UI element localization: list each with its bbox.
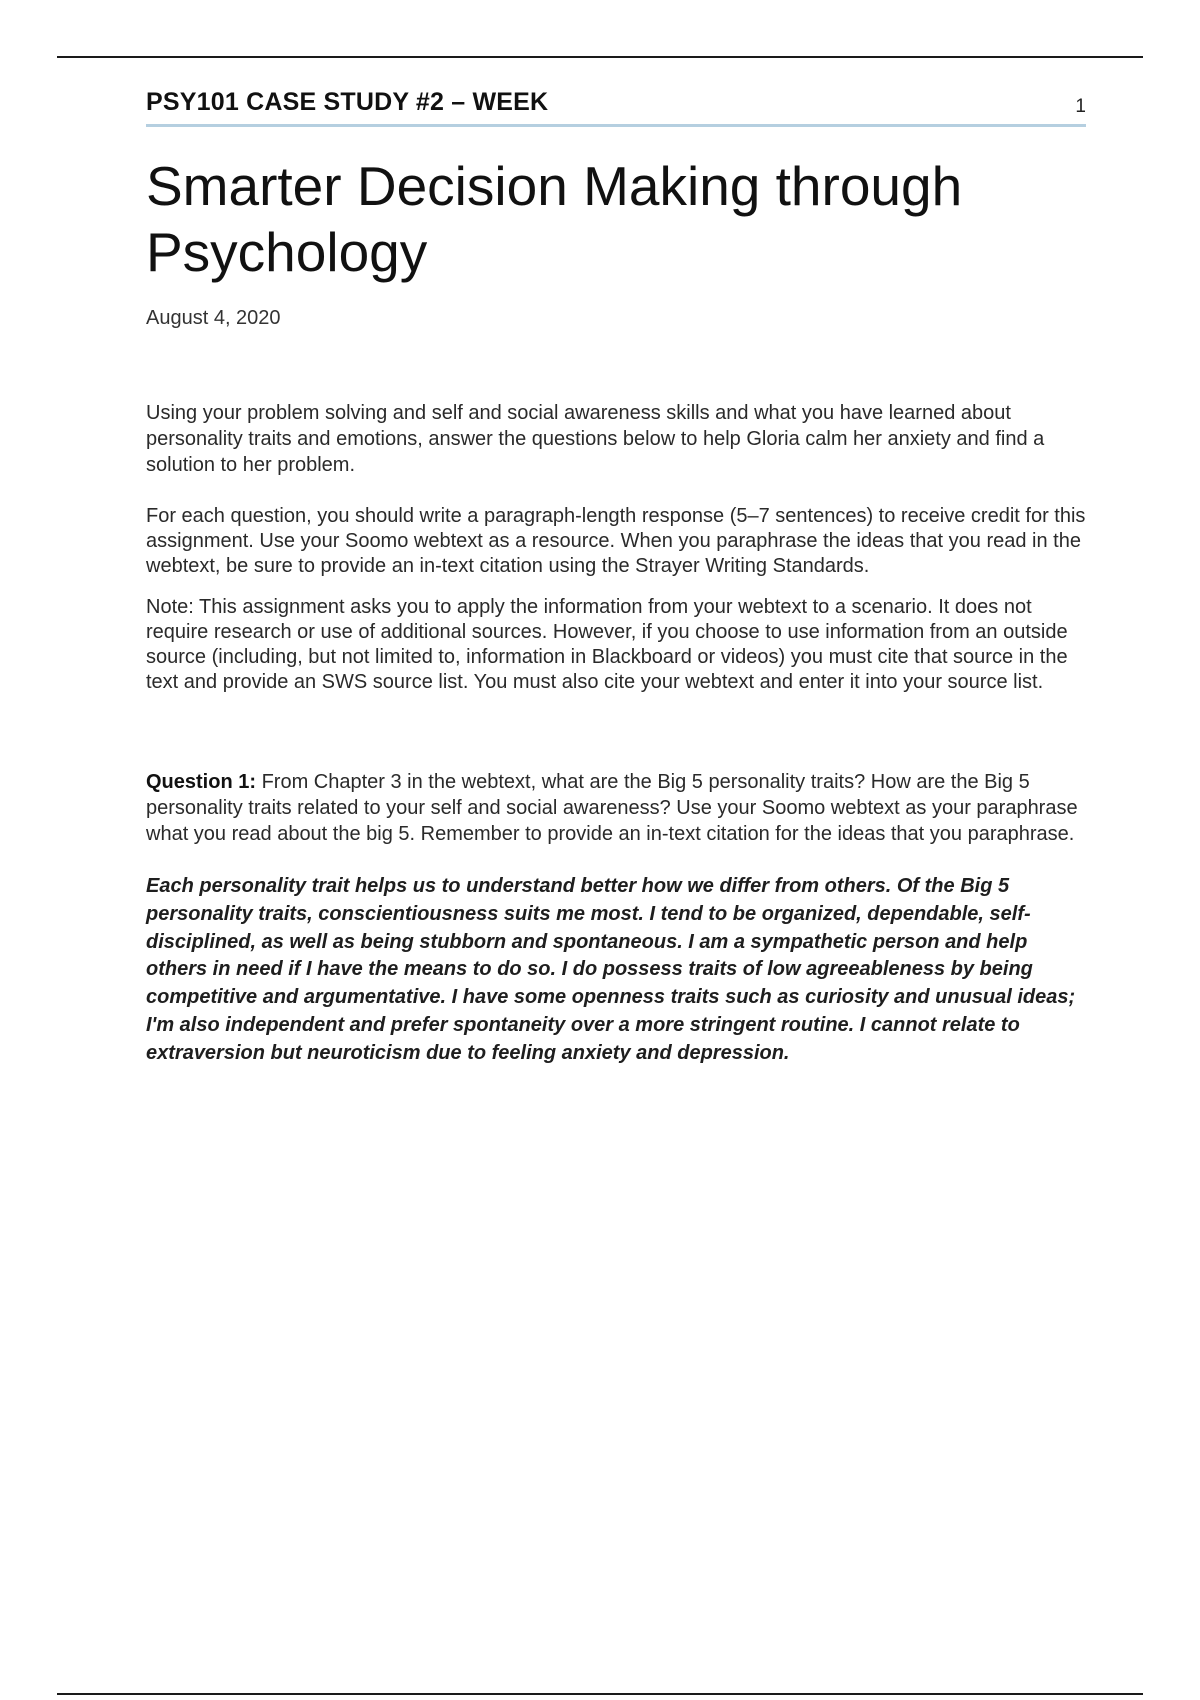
note-paragraph: Note: This assignment asks you to apply the information from your webtext to a scenario. It does not require research or use of additional sources. However, if you choose to use information from an outside source (including, but not limited to, information in Blackboard or videos) you must cite that source in the text and provide an SWS source list. You must also cite your webtext and enter it into your source list. [146, 596, 1068, 693]
page-number: 1 [1075, 96, 1086, 117]
question-1-answer: Each personality trait helps us to understand better how we differ from others. Of the Big 5 personality traits, conscientiousness suits me most. I tend to be organized, dependable, self-disciplined, as well as being stubborn and spontaneous. I am a sympathetic person and help others in need if I have the means to do so. I do possess traits of low agreeableness by being competitive and argumentative. I have some openness traits such as curiosity and unusual ideas; I'm also independent and prefer spontaneity over a more stringent routine. I cannot relate to extraversion but neuroticism due to feeling anxiety and depression. [146, 875, 1076, 1064]
document-page [146, 88, 1086, 1088]
question-1-label: Question 1: [146, 771, 257, 793]
header-title: PSY101 CASE STUDY #2 – WEEK [146, 88, 549, 116]
page-header [146, 88, 1086, 127]
question-1 [146, 769, 1086, 847]
instructions-paragraph: For each question, you should write a paragraph-length response (5–7 sentences) to receive credit for this assignment. Use your Soomo webtext as a resource. When you paraphrase the ideas that you read in the webtext, be sure to provide an in-text citation using the Strayer Writing Standards. [146, 505, 1086, 577]
top-rule [57, 56, 1143, 58]
document-date: August 4, 2020 [146, 307, 281, 329]
document-title-line-2: Psychology [146, 221, 428, 283]
intro-paragraph: Using your problem solving and self and social awareness skills and what you have learned about personality traits and emotions, answer the questions below to help Gloria calm her anxiety and find a solution to her problem. [146, 402, 1045, 476]
document-title-line-1: Smarter Decision Making through [146, 155, 963, 217]
question-1-text: From Chapter 3 in the webtext, what are the Big 5 personality traits? How are the Big 5 personality traits related to your self and social awareness? Use your Soomo webtext as your paraphrase what you read about the big 5. Remember to provide an in-text citation for the ideas that you paraphrase. [146, 771, 1078, 845]
document-title [146, 153, 1086, 285]
bottom-rule [57, 1693, 1143, 1695]
